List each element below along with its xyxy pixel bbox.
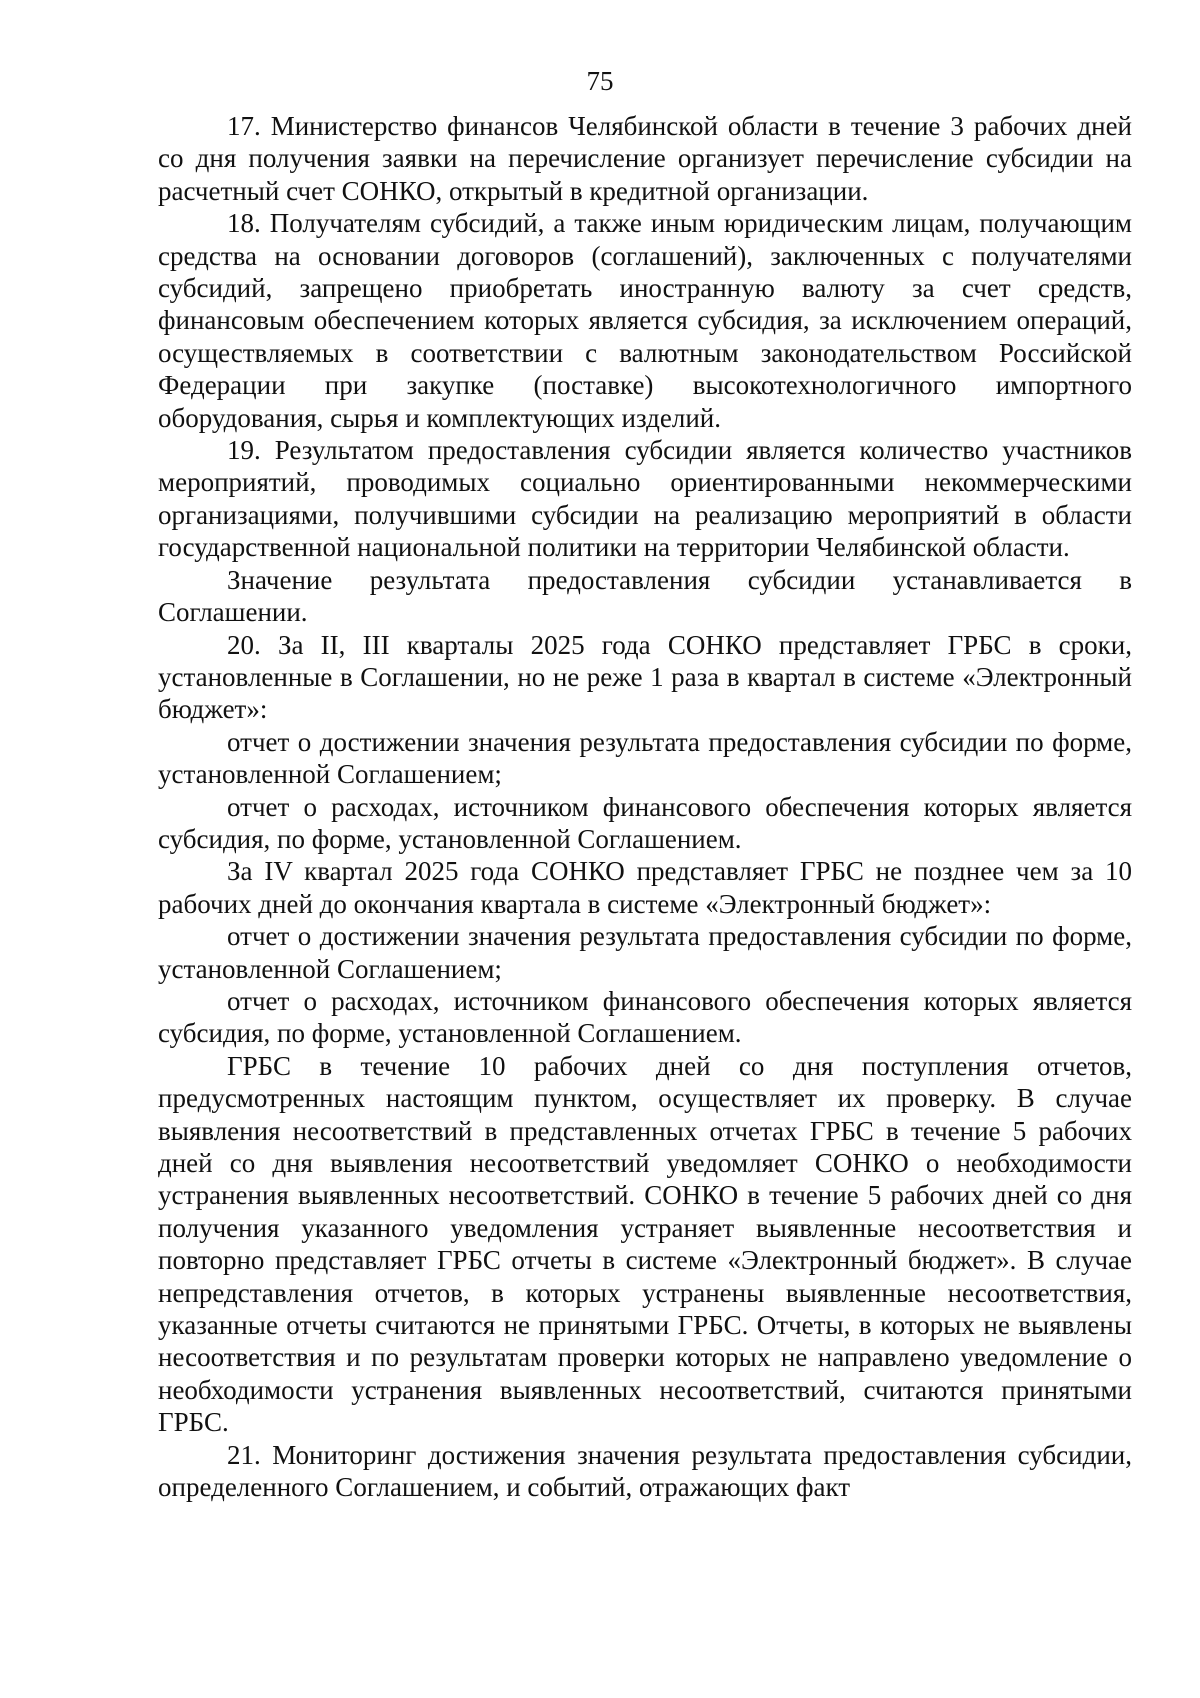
paragraph-21: 21. Мониторинг достижения значения результата предоставления субсидии, определенного Соглашением, и событий, отражающих факт xyxy=(158,1439,1132,1503)
paragraph-17: 17. Министерство финансов Челябинской области в течение 3 рабочих дней со дня получения заявки на перечисление организует перечисление субсидии на расчетный счет СОНКО, открытый в кредитной организации. xyxy=(158,111,1132,206)
document-body xyxy=(158,110,1132,1503)
paragraph-18: 18. Получателям субсидий, а также иным юридическим лицам, получающим средства на основании договоров (соглашений), заключенных с получателями субсидий, запрещено приобретать иностранную валюту за счет средств, финансовым обеспечением которых является субсидия, за исключением операций, осуществляемых в соответствии с валютным законодательством Российской Федерации при закупке (поставке) высокотехнологичного импортного оборудования, сырья и комплектующих изделий. xyxy=(158,208,1132,433)
paragraph-report-achievement-2: отчет о достижении значения результата предоставления субсидии по форме, установленной Соглашением; xyxy=(158,921,1132,984)
paragraph-result-value: Значение результата предоставления субсидии устанавливается в Соглашении. xyxy=(158,564,1132,628)
paragraph-q4: За IV квартал 2025 года СОНКО представляет ГРБС не позднее чем за 10 рабочих дней до окончания квартала в системе «Электронный бюджет»: xyxy=(158,856,1132,919)
paragraph-report-expenses-2: отчет о расходах, источником финансового обеспечения которых является субсидия, по форме, установленной Соглашением. xyxy=(158,985,1132,1049)
page-number: 75 xyxy=(586,66,614,96)
paragraph-report-expenses-1: отчет о расходах, источником финансового обеспечения которых является субсидия, по форме, установленной Соглашением. xyxy=(158,791,1132,854)
paragraph-20: 20. За II, III кварталы 2025 года СОНКО представляет ГРБС в сроки, установленные в Соглашении, но не реже 1 раза в квартал в системе «Электронный бюджет»: xyxy=(158,629,1132,725)
paragraph-grbs-check: ГРБС в течение 10 рабочих дней со дня поступления отчетов, предусмотренных настоящим пунктом, осуществляет их проверку. В случае выявления несоответствий в представленных отчетах ГРБС в течение 5 рабочих дней со дня выявления несоответствий уведомляет СОНКО о необходимости устранения выявленных несоответствий. СОНКО в течение 5 рабочих дней со дня получения указанного уведомления устраняет выявленные несоответствия и повторно представляет ГРБС отчеты в системе «Электронный бюджет». В случае непредставления отчетов, в которых устранены выявленные несоответствия, указанные отчеты считаются не принятыми ГРБС. Отчеты, в которых не выявлены несоответствия и по результатам проверки которых не направлено уведомление о необходимости устранения выявленных несоответствий, считаются принятыми ГРБС. xyxy=(158,1050,1132,1438)
paragraph-report-achievement-1: отчет о достижении значения результата предоставления субсидии по форме, установленной Соглашением; xyxy=(158,726,1132,790)
paragraph-19: 19. Результатом предоставления субсидии является количество участников мероприятий, проводимых социально ориентированными некоммерческими организациями, получившими субсидии на реализацию мероприятий в области государственной национальной политики на территории Челябинской области. xyxy=(158,435,1132,563)
